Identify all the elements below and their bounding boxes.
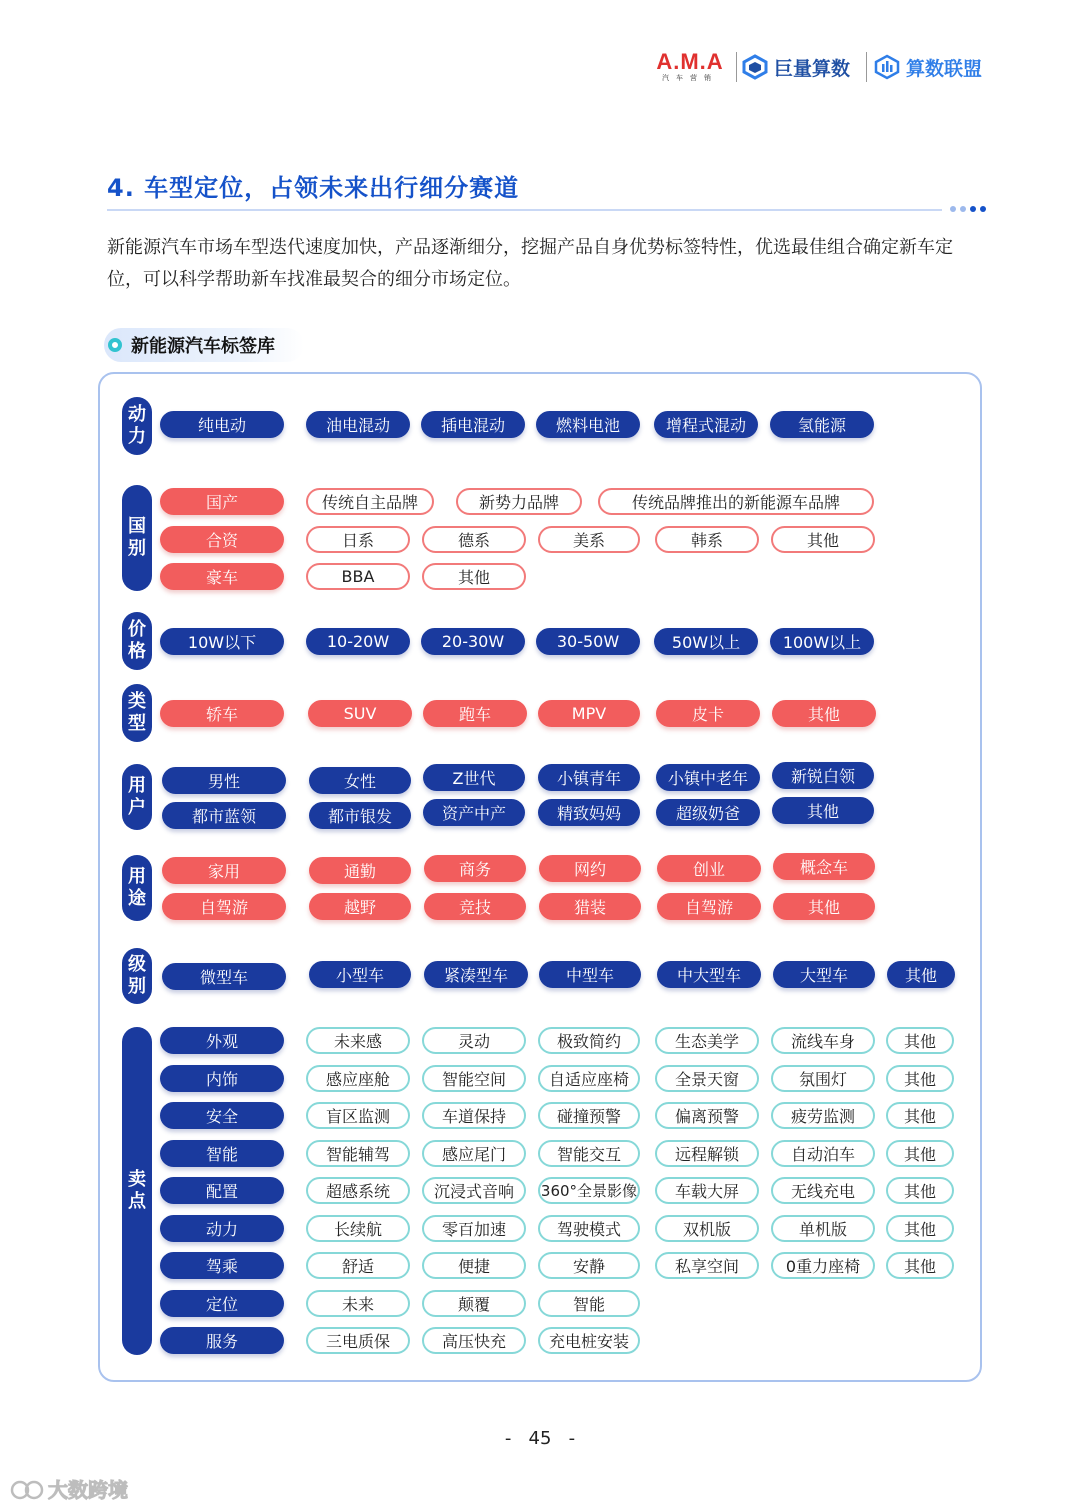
tag-user: 新锐白领 (772, 762, 874, 789)
tag-selling: 其他 (886, 1215, 954, 1242)
tag-user: 资产中产 (423, 799, 525, 826)
tag-country-sub: 传统自主品牌 (306, 488, 434, 515)
tag-user: 小镇青年 (538, 764, 640, 791)
tag-selling: 远程解锁 (655, 1140, 759, 1167)
tag-selling: 零百加速 (422, 1215, 526, 1242)
tag-selling: 安静 (538, 1252, 640, 1279)
tag-price: 30-50W (536, 628, 640, 655)
tag-user: 男性 (162, 767, 286, 794)
tag-selling: 智能辅驾 (306, 1140, 410, 1167)
category-type (122, 684, 152, 742)
tag-selling: 感应座舱 (306, 1065, 410, 1092)
category-usage (122, 855, 152, 921)
tag-selling: 感应尾门 (422, 1140, 526, 1167)
tag-selling: 无线充电 (771, 1177, 875, 1204)
tag-selling-label: 定位 (160, 1290, 284, 1317)
category-selling (122, 1027, 152, 1355)
tag-level: 中型车 (539, 961, 641, 988)
tag-level: 微型车 (162, 963, 286, 990)
tag-usage: 网约 (539, 855, 641, 882)
sub-heading-text: 新能源汽车标签库 (131, 336, 275, 357)
category-level (122, 948, 152, 1004)
tag-selling: 驾驶模式 (538, 1215, 640, 1242)
tag-price: 10W以下 (160, 628, 284, 655)
juliang-logo (742, 52, 850, 82)
category-label: 用 户 (128, 775, 146, 818)
tag-selling: 灵动 (422, 1027, 526, 1054)
title-dots (950, 206, 986, 212)
tag-power: 插电混动 (421, 411, 525, 438)
tag-selling: 极致简约 (538, 1027, 640, 1054)
tag-country-joint: 合资 (160, 526, 284, 553)
tag-power: 油电混动 (306, 411, 410, 438)
tag-country-sub: 传统品牌推出的新能源车品牌 (598, 488, 874, 515)
tag-user: 小镇中老年 (656, 764, 760, 791)
tag-price: 20-30W (421, 628, 525, 655)
tag-selling: 自适应座椅 (538, 1065, 640, 1092)
tag-type: 皮卡 (656, 700, 760, 727)
watermark-text: 大数跨境 (48, 1478, 128, 1502)
tag-selling: 车载大屏 (655, 1177, 759, 1204)
tag-country-sub: 美系 (538, 526, 640, 553)
tag-selling: 360°全景影像 (538, 1177, 640, 1204)
tag-selling: 盲区监测 (306, 1102, 410, 1129)
tag-country-sub: 新势力品牌 (456, 488, 582, 515)
tag-type: 轿车 (160, 700, 284, 727)
tag-power: 氢能源 (770, 411, 874, 438)
tag-user: 都市蓝领 (162, 802, 286, 829)
tag-selling: 其他 (886, 1177, 954, 1204)
dot (960, 206, 966, 212)
tag-selling-label: 外观 (160, 1027, 284, 1054)
tag-user: Z世代 (423, 764, 525, 791)
tag-selling: 自动泊车 (771, 1140, 875, 1167)
tag-country-sub: 韩系 (655, 526, 759, 553)
tag-selling: 偏离预警 (655, 1102, 759, 1129)
tag-selling: 流线车身 (771, 1027, 875, 1054)
intro-paragraph: 新能源汽车市场车型迭代速度加快，产品逐渐细分，挖掘产品自身优势标签特性，优选最佳组合确定新车定位，可以科学帮助新车找准最契合的细分市场定位。 (107, 237, 953, 290)
tag-usage: 自驾游 (657, 893, 761, 920)
tag-selling: 其他 (886, 1102, 954, 1129)
tag-power: 纯电动 (160, 411, 284, 438)
tag-usage: 创业 (657, 855, 761, 882)
tag-selling: 颠覆 (422, 1290, 526, 1317)
tag-selling: 舒适 (306, 1252, 410, 1279)
tag-usage: 通勤 (309, 857, 411, 884)
page-number: - 45 - (504, 1428, 576, 1449)
category-label: 价 格 (128, 619, 146, 662)
category-label: 类 型 (128, 691, 146, 734)
section-title: 4. 车型定位，占领未来出行细分赛道 (107, 174, 520, 202)
tag-user: 女性 (309, 767, 411, 794)
tag-country-sub: BBA (306, 563, 410, 590)
tag-selling: 车道保持 (422, 1102, 526, 1129)
tag-power: 燃料电池 (536, 411, 640, 438)
tag-selling: 其他 (886, 1027, 954, 1054)
tag-usage: 商务 (424, 855, 526, 882)
dot (950, 206, 956, 212)
tag-selling-label: 内饰 (160, 1065, 284, 1092)
tag-user: 都市银发 (309, 802, 411, 829)
tag-type: 跑车 (423, 700, 527, 727)
tag-user: 超级奶爸 (656, 799, 760, 826)
category-price (122, 612, 152, 670)
tag-usage: 自驾游 (162, 893, 286, 920)
tag-country-sub: 其他 (422, 563, 526, 590)
tag-selling: 高压快充 (422, 1327, 526, 1354)
tag-selling: 智能空间 (422, 1065, 526, 1092)
tag-usage: 竞技 (424, 893, 526, 920)
tag-price: 10-20W (306, 628, 410, 655)
tag-level: 中大型车 (657, 961, 761, 988)
tag-country-sub: 其他 (771, 526, 875, 553)
tag-usage: 概念车 (773, 853, 875, 880)
tag-power: 增程式混动 (654, 411, 758, 438)
tag-selling: 沉浸式音响 (422, 1177, 526, 1204)
tag-country-sub: 日系 (306, 526, 410, 553)
tag-level: 小型车 (309, 961, 411, 988)
category-label: 国 别 (128, 516, 146, 559)
tag-price: 50W以上 (654, 628, 758, 655)
suanshu-logo (874, 52, 982, 82)
tag-selling: 其他 (886, 1252, 954, 1279)
tag-selling: 氛围灯 (771, 1065, 875, 1092)
juliang-logo-text: 巨量算数 (774, 57, 851, 80)
tag-selling: 0重力座椅 (771, 1252, 875, 1279)
ring-icon (108, 338, 122, 352)
logo-divider (866, 52, 867, 82)
title-divider (107, 209, 942, 211)
category-user (122, 764, 152, 830)
sub-heading (104, 328, 304, 362)
tag-type: MPV (538, 700, 640, 727)
tag-selling: 超感系统 (306, 1177, 410, 1204)
tag-selling: 其他 (886, 1140, 954, 1167)
suanshu-icon (874, 54, 900, 80)
tag-selling: 未来 (306, 1290, 410, 1317)
tag-selling: 充电桩安装 (538, 1327, 640, 1354)
tag-selling: 三电质保 (306, 1327, 410, 1354)
ama-logo-subtext: 汽车营销 (662, 74, 718, 82)
tag-selling: 智能交互 (538, 1140, 640, 1167)
tag-selling: 未来感 (306, 1027, 410, 1054)
tag-user: 其他 (772, 797, 874, 824)
category-label: 级 别 (128, 954, 146, 997)
tag-user: 精致妈妈 (538, 799, 640, 826)
tag-selling: 智能 (538, 1290, 640, 1317)
tag-selling-label: 配置 (160, 1177, 284, 1204)
ama-logo-text: A.M.A (656, 49, 724, 74)
tag-price: 100W以上 (770, 628, 874, 655)
header-logos (650, 48, 990, 88)
tag-level: 紧凑型车 (424, 961, 528, 988)
tag-level: 其他 (887, 961, 955, 988)
tag-country-domestic: 国产 (160, 488, 284, 515)
tag-usage: 其他 (773, 893, 875, 920)
tag-selling-label: 智能 (160, 1140, 284, 1167)
tag-country-sub: 德系 (422, 526, 526, 553)
logo-divider (736, 52, 737, 82)
category-power (122, 397, 152, 455)
juliang-icon (742, 54, 768, 80)
tag-level: 大型车 (773, 961, 875, 988)
tag-selling: 双机版 (655, 1215, 759, 1242)
tag-type: SUV (308, 700, 412, 727)
tag-country-luxury: 豪车 (160, 563, 284, 590)
tag-type: 其他 (772, 700, 876, 727)
category-label: 动 力 (128, 404, 146, 447)
dot (980, 206, 986, 212)
tag-selling: 碰撞预警 (538, 1102, 640, 1129)
tag-selling: 全景天窗 (655, 1065, 759, 1092)
tag-selling: 单机版 (771, 1215, 875, 1242)
tag-selling-label: 安全 (160, 1102, 284, 1129)
tag-usage: 猎装 (539, 893, 641, 920)
tag-selling: 生态美学 (655, 1027, 759, 1054)
suanshu-logo-text: 算数联盟 (906, 57, 983, 80)
watermark (10, 1474, 128, 1503)
tag-selling: 长续航 (306, 1215, 410, 1242)
tag-selling-label: 动力 (160, 1215, 284, 1242)
dot (970, 206, 976, 212)
category-label: 用 途 (128, 866, 146, 909)
ama-logo (650, 50, 730, 83)
tag-usage: 家用 (162, 857, 286, 884)
tag-selling: 私享空间 (655, 1252, 759, 1279)
tag-selling: 便捷 (422, 1252, 526, 1279)
tag-selling-label: 服务 (160, 1327, 284, 1354)
category-country (122, 485, 152, 591)
watermark-icon (10, 1476, 44, 1502)
category-label: 卖 点 (128, 1169, 146, 1212)
tag-selling-label: 驾乘 (160, 1252, 284, 1279)
tag-usage: 越野 (309, 893, 411, 920)
tag-selling: 其他 (886, 1065, 954, 1092)
tag-selling: 疲劳监测 (771, 1102, 875, 1129)
